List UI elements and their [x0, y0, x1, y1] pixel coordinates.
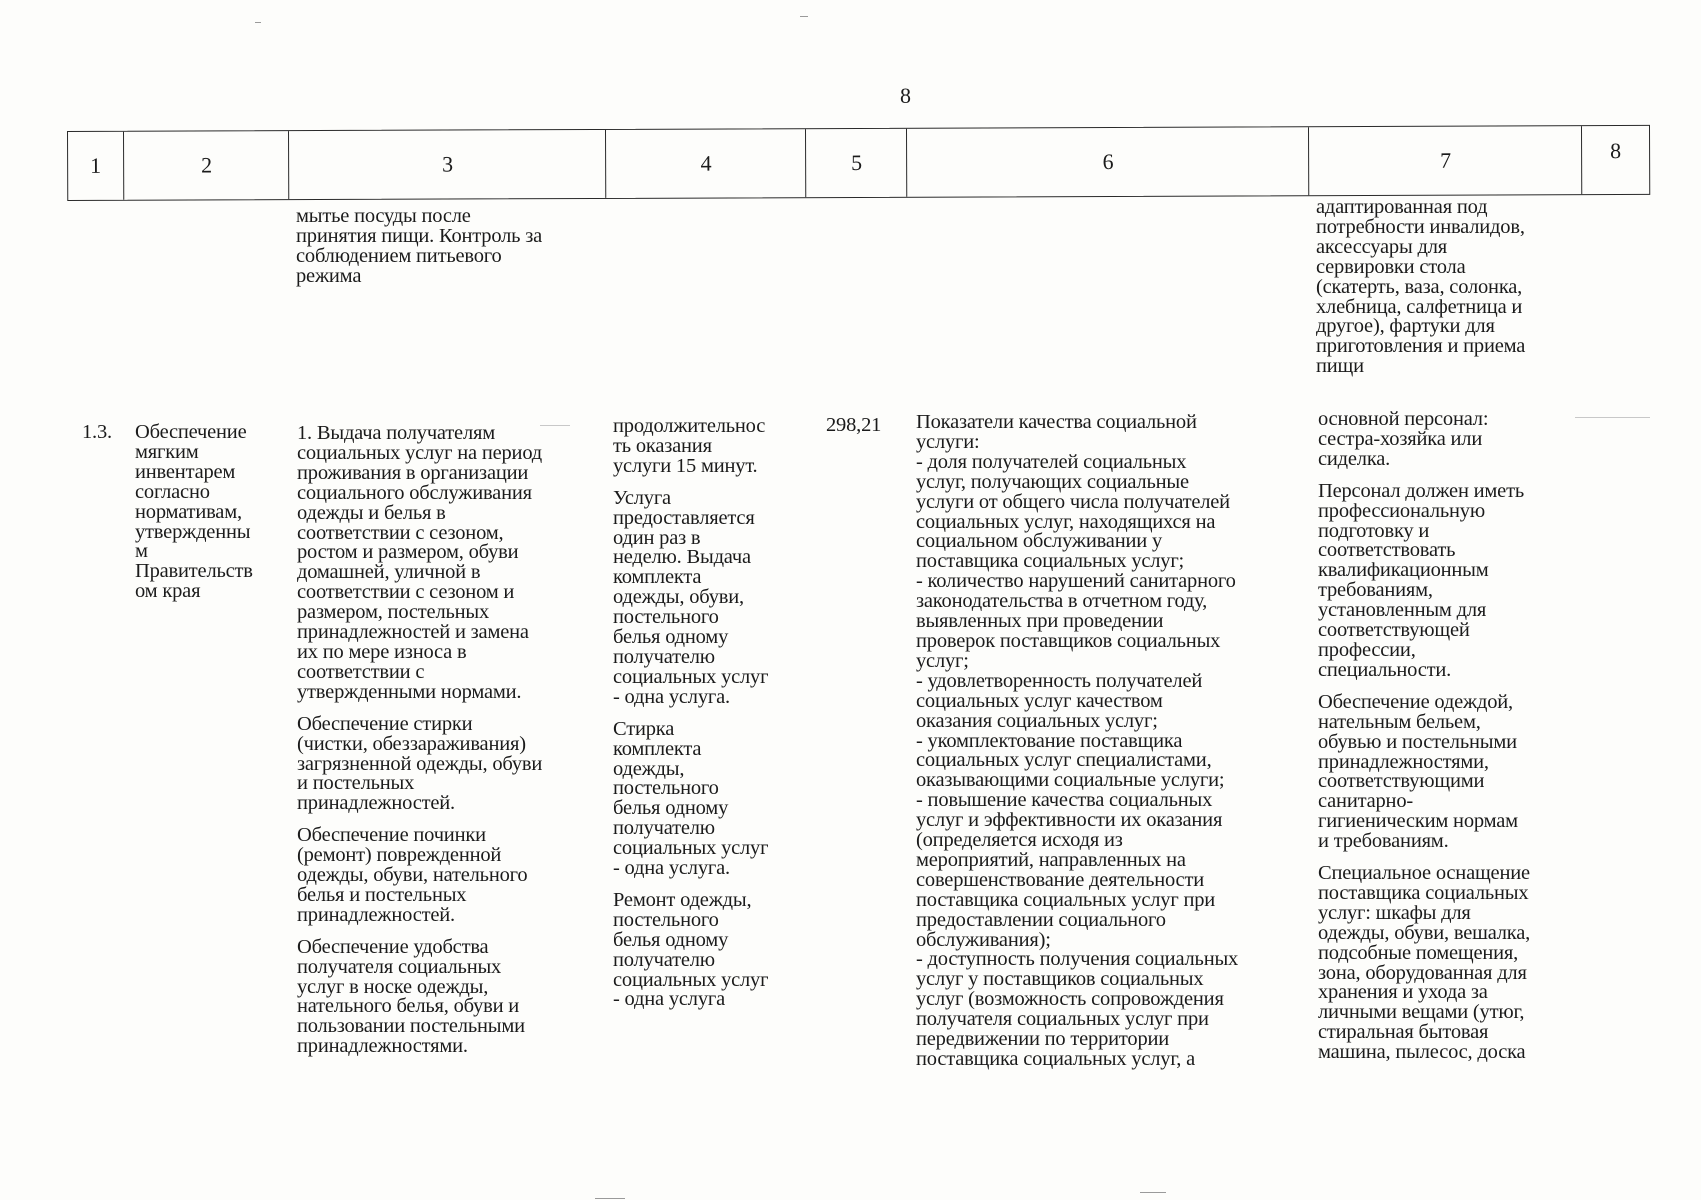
text-line: Стирка	[613, 717, 675, 740]
row-1-3-tariff	[826, 416, 881, 436]
text-line: поставщика социальных услуг, а	[916, 1048, 1195, 1070]
text-line: одежды,	[613, 757, 685, 780]
text-line: установленным для	[1318, 599, 1487, 622]
scan-speck	[595, 1198, 625, 1199]
text-line: передвижении по территории	[916, 1028, 1170, 1051]
text-line: - одна услуга	[613, 988, 725, 1011]
scan-speck	[1575, 417, 1650, 418]
text-line: социальных услуг качеством	[916, 689, 1163, 712]
cell-paragraph	[826, 416, 881, 436]
text-line: услуг, получающих социальные	[916, 470, 1189, 493]
text-line: услуги от общего числа получателей	[916, 490, 1230, 513]
text-line: предоставлении социального	[916, 908, 1166, 931]
text-line: режима	[296, 264, 362, 287]
text-line: гигиеническим нормам	[1318, 810, 1518, 833]
text-line: принадлежностей и замена	[297, 621, 529, 644]
text-line: загрязненной одежды, обуви	[297, 752, 543, 775]
text-line: проживания в организации	[297, 461, 529, 484]
cont-col3-cell	[296, 207, 542, 287]
text-line: оказывающими социальные услуги;	[916, 769, 1225, 792]
text-line: одежды и белья в	[297, 501, 446, 524]
row-1-3-service-description	[297, 424, 542, 1057]
text-line: услуги:	[916, 430, 980, 453]
text-line: предоставляется	[613, 506, 755, 529]
text-line: (определяется исходя из	[916, 829, 1123, 852]
text-line: получателя социальных	[297, 955, 502, 978]
text-line: стиральная бытовая	[1318, 1021, 1489, 1044]
text-line: (чистки, обеззараживания)	[297, 732, 526, 755]
text-line: принадлежностей.	[297, 903, 455, 926]
text-line: - удовлетворенность получателей	[916, 669, 1203, 692]
text-line: обувью и постельными	[1318, 730, 1517, 753]
text-line: Ремонт одежды,	[613, 888, 752, 911]
text-line: домашней, уличной в	[297, 561, 481, 584]
text-line: - доступность получения социальных	[916, 948, 1239, 971]
text-line: их по мере износа в	[297, 640, 467, 663]
text-line: совершенствование деятельности	[916, 868, 1204, 891]
text-line: Обеспечение починки	[297, 824, 486, 847]
text-line: пользовании постельными	[297, 1015, 525, 1038]
page-number: 8	[900, 83, 911, 108]
text-line: социальных услуг специалистами,	[916, 749, 1212, 772]
cell-paragraph	[613, 888, 769, 1011]
text-line: комплекта	[613, 737, 702, 760]
text-line: ть оказания	[613, 434, 712, 457]
text-line: - количество нарушений санитарного	[916, 570, 1236, 593]
cell-paragraph	[916, 413, 1238, 1070]
text-line: 298,21	[826, 414, 882, 436]
row-1-3-service-terms	[613, 417, 768, 1010]
text-line: зона, оборудованная для	[1318, 961, 1527, 984]
text-line: социальных услуг на период	[297, 441, 543, 464]
text-line: Обеспечение одеждой,	[1318, 690, 1513, 713]
text-line: (ремонт) поврежденной	[297, 844, 502, 867]
text-line: законодательства в отчетном году,	[916, 590, 1208, 613]
text-line: специальности.	[1318, 658, 1452, 681]
row-1-3-conditions	[1318, 410, 1530, 1063]
text-line: социального обслуживания	[297, 481, 532, 504]
header-col-3: 3	[288, 130, 606, 199]
text-line: услуг и эффективности их оказания	[916, 809, 1223, 832]
text-line: поставщика социальных услуг при	[916, 888, 1216, 911]
text-line: белья и постельных	[297, 883, 467, 906]
text-line: обслуживания);	[916, 928, 1051, 951]
text-line: получателю	[613, 948, 715, 971]
text-line: принадлежностей.	[297, 792, 455, 815]
text-line: подсобные помещения,	[1318, 941, 1519, 964]
text-line: проверок поставщиков социальных	[916, 629, 1221, 652]
text-line: социальном обслуживании у	[916, 530, 1162, 553]
text-line: и постельных	[297, 772, 415, 795]
text-line: сервировки стола	[1316, 255, 1466, 278]
text-line: - одна услуга.	[613, 857, 730, 880]
scan-speck	[800, 16, 808, 17]
text-line: комплекта	[613, 566, 702, 589]
text-line: другое), фартуки для	[1316, 315, 1495, 338]
text-line: требованиям,	[1318, 579, 1433, 602]
text-line: личными вещами (утюг,	[1318, 1001, 1525, 1024]
text-line: Персонал должен иметь	[1318, 479, 1524, 502]
text-line: выявленных при проведении	[916, 610, 1164, 633]
text-line: постельного	[613, 606, 719, 629]
text-line: и требованиям.	[1318, 830, 1449, 853]
text-line: одежды, обуви,	[613, 586, 744, 609]
text-line: белья одному	[613, 928, 729, 951]
text-line: инвентарем	[135, 460, 236, 483]
cell-paragraph	[1316, 198, 1525, 377]
text-line: сестра-хозяйка или	[1318, 427, 1483, 450]
header-col-4: 4	[605, 129, 806, 198]
text-line: - доля получателей социальных	[916, 450, 1187, 473]
cell-paragraph	[296, 207, 542, 287]
text-line: нательного белья, обуви и	[297, 995, 520, 1018]
text-line: соответствующей	[1318, 619, 1470, 642]
text-line: одежды, обуви, вешалка,	[1318, 921, 1531, 944]
header-col-5: 5	[805, 129, 907, 197]
row-1-3-quality-indicators	[916, 413, 1238, 1070]
scan-speck	[1140, 1192, 1166, 1193]
text-line: постельного	[613, 777, 719, 800]
text-line: соблюдением питьевого	[296, 244, 502, 267]
text-line: получателя социальных услуг при	[916, 1008, 1209, 1031]
text-line: аксессуары для	[1316, 235, 1447, 258]
text-line: соответствии с сезоном,	[297, 521, 504, 544]
text-line: услуг: шкафы для	[1318, 901, 1471, 924]
text-line: сиделка.	[1318, 447, 1391, 470]
text-line: белья одному	[613, 626, 729, 649]
text-line: хранения и ухода за	[1318, 981, 1488, 1004]
text-line: - одна услуга.	[613, 685, 730, 708]
cell-paragraph	[297, 935, 542, 1058]
text-line: услуги 15 минут.	[613, 454, 758, 477]
text-line: Услуга	[613, 486, 671, 509]
cell-paragraph	[297, 712, 543, 815]
header-col-6: 6	[906, 127, 1309, 197]
text-line: приготовления и приема	[1316, 335, 1526, 358]
text-line: адаптированная под	[1316, 196, 1488, 218]
text-line: подготовку и	[1318, 519, 1430, 542]
text-line: Обеспечение удобства	[297, 935, 489, 958]
text-line: Обеспечение стирки	[297, 712, 473, 735]
column-number-header	[67, 125, 1650, 201]
text-line: соответствии с	[297, 660, 425, 683]
text-line: соответствии с сезоном и	[297, 581, 515, 604]
cell-paragraph	[82, 423, 112, 443]
text-line: размером, постельных	[297, 601, 490, 624]
cell-paragraph	[1318, 690, 1530, 853]
row-1-3-service-name	[135, 423, 253, 602]
text-line: один раз в	[613, 526, 701, 549]
text-line: квалификационным	[1318, 559, 1489, 582]
text-line: социальных услуг, находящихся на	[916, 510, 1216, 533]
text-line: социальных услуг	[613, 665, 769, 688]
header-col-2: 2	[123, 131, 289, 200]
scan-speck	[540, 425, 570, 426]
text-line: хлебница, салфетница и	[1316, 295, 1523, 318]
cell-paragraph	[613, 486, 769, 708]
text-line: нормативам,	[135, 500, 242, 523]
text-line: поставщика социальных	[1318, 881, 1529, 904]
cell-paragraph	[135, 423, 253, 602]
text-line: основной персонал:	[1318, 408, 1489, 430]
text-line: Показатели качества социальной	[916, 411, 1197, 433]
text-line: услуг;	[916, 649, 969, 672]
text-line: Правительств	[135, 560, 253, 583]
text-line: профессиональную	[1318, 499, 1485, 522]
text-line: поставщика социальных услуг;	[916, 550, 1185, 573]
cont-col7-cell	[1316, 198, 1525, 377]
text-line: принадлежностями.	[297, 1035, 468, 1058]
text-line: социальных услуг	[613, 837, 769, 860]
cell-paragraph	[1318, 410, 1530, 470]
text-line: мероприятий, направленных на	[916, 848, 1186, 871]
cell-paragraph	[613, 417, 768, 477]
header-col-8: 8	[1581, 126, 1649, 194]
text-line: машина, пылесос, доска	[1318, 1041, 1526, 1064]
text-line: соответствующими	[1318, 770, 1485, 793]
scan-speck	[255, 22, 261, 23]
text-line: 1. Выдача получателям	[297, 422, 495, 444]
text-line: санитарно-	[1318, 790, 1413, 813]
text-line: оказания социальных услуг;	[916, 709, 1158, 732]
cell-paragraph	[1318, 479, 1530, 681]
text-line: утвержденны	[135, 520, 251, 543]
text-line: потребности инвалидов,	[1316, 215, 1525, 238]
text-line: мягким	[135, 440, 199, 463]
text-line: белья одному	[613, 797, 729, 820]
text-line: м	[135, 540, 148, 563]
text-line: соответствовать	[1318, 539, 1456, 562]
text-line: постельного	[613, 908, 719, 931]
text-line: пищи	[1316, 355, 1364, 378]
header-col-1: 1	[90, 152, 102, 178]
text-line: согласно	[135, 480, 210, 503]
cell-paragraph	[613, 717, 769, 880]
text-line: утвержденными нормами.	[297, 680, 522, 703]
text-line: продолжительнос	[613, 415, 766, 437]
text-line: Специальное оснащение	[1318, 862, 1530, 885]
text-line: ростом и размером, обуви	[297, 541, 519, 564]
cell-paragraph	[297, 826, 542, 926]
text-line: 1.3.	[82, 421, 112, 443]
text-line: профессии,	[1318, 638, 1416, 661]
text-line: мытье посуды после	[296, 205, 471, 227]
text-line: получателю	[613, 645, 715, 668]
text-line: одежды, обуви, нательного	[297, 864, 528, 887]
text-line: получателю	[613, 817, 715, 840]
text-line: Обеспечение	[135, 421, 247, 443]
text-line: - повышение качества социальных	[916, 789, 1213, 812]
text-line: ом края	[135, 580, 201, 603]
row-1-3-number	[82, 423, 112, 443]
text-line: услуг (возможность сопровождения	[916, 988, 1224, 1011]
text-line: (скатерть, ваза, солонка,	[1316, 275, 1523, 298]
text-line: нательным бельем,	[1318, 710, 1481, 733]
text-line: услуг в носке одежды,	[297, 975, 489, 998]
text-line: социальных услуг	[613, 968, 769, 991]
text-line: - укомплектование поставщика	[916, 729, 1183, 752]
cell-paragraph	[297, 424, 542, 703]
cell-paragraph	[1318, 864, 1530, 1063]
text-line: принятия пищи. Контроль за	[296, 224, 543, 247]
header-col-7: 7	[1308, 126, 1582, 195]
text-line: услуг у поставщиков социальных	[916, 968, 1204, 991]
text-line: неделю. Выдача	[613, 546, 751, 569]
text-line: принадлежностями,	[1318, 750, 1489, 773]
